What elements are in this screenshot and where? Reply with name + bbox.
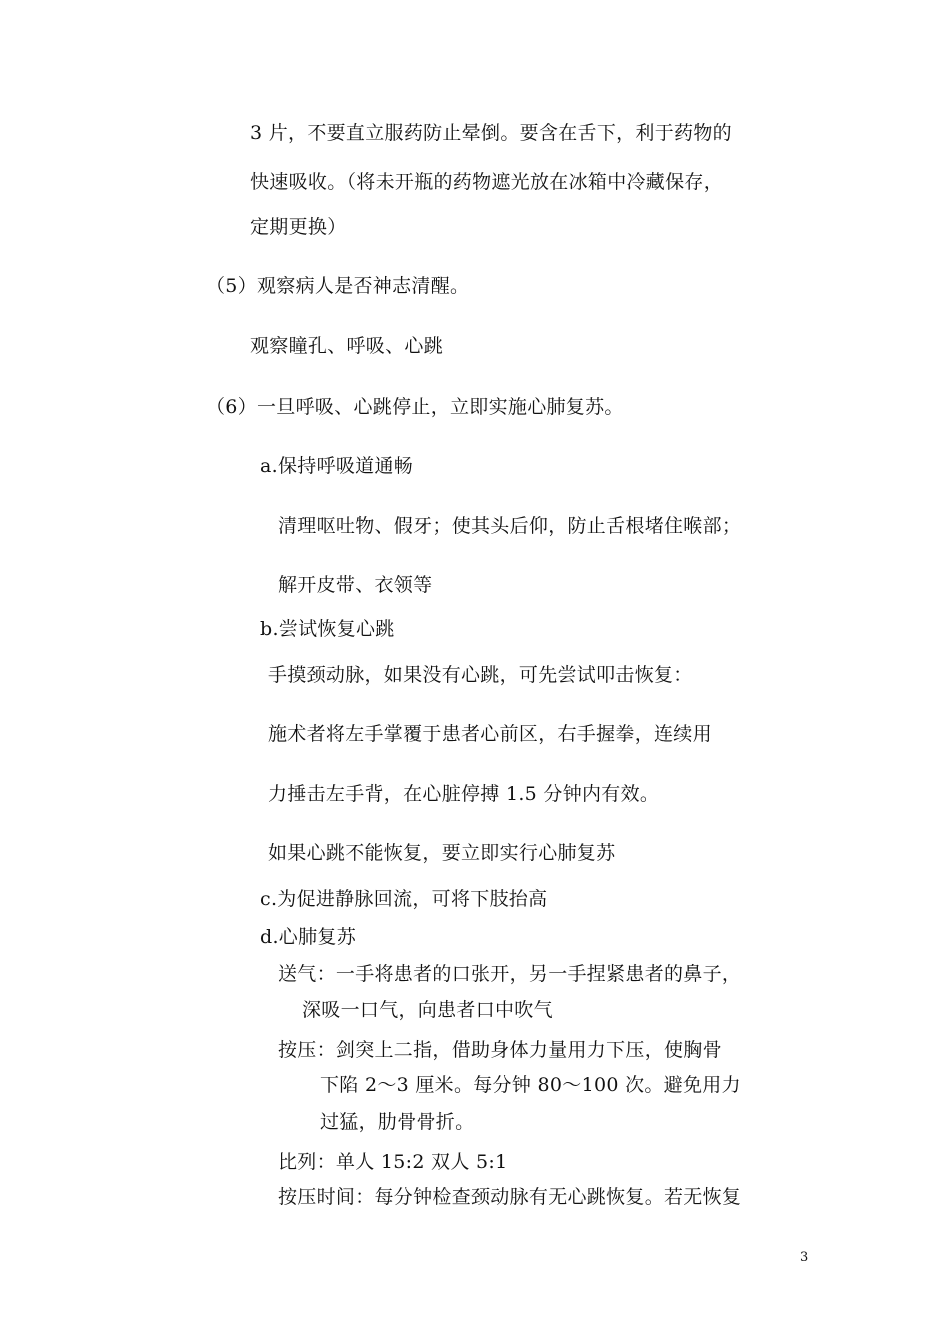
text-line: 定期更换） [250, 216, 347, 238]
text-line: a.保持呼吸道通畅 [260, 455, 414, 477]
page-number: 3 [800, 1250, 809, 1265]
text-line: 如果心跳不能恢复，要立即实行心肺复苏 [268, 842, 616, 864]
text-line: 比列：单人 15:2 双人 5:1 [278, 1151, 508, 1173]
text-line: 过猛，肋骨骨折。 [320, 1111, 475, 1133]
text-line: 按压：剑突上二指，借助身体力量用力下压，使胸骨 [278, 1039, 722, 1061]
text-line: 力捶击左手背，在心脏停搏 1.5 分钟内有效。 [268, 783, 660, 805]
text-line: 深吸一口气，向患者口中吹气 [302, 999, 553, 1021]
text-line: c.为促进静脉回流，可将下肢抬高 [260, 888, 548, 910]
text-line: b.尝试恢复心跳 [260, 618, 395, 640]
text-line: 清理呕吐物、假牙；使其头后仰，防止舌根堵住喉部； [278, 515, 742, 537]
text-line: d.心肺复苏 [260, 926, 357, 948]
text-line: 观察瞳孔、呼吸、心跳 [250, 335, 444, 357]
text-line: 手摸颈动脉，如果没有心跳，可先尝试叩击恢复： [268, 664, 693, 686]
text-line: 送气：一手将患者的口张开，另一手捏紧患者的鼻子， [278, 963, 742, 985]
text-line: 快速吸收。（将未开瓶的药物遮光放在冰箱中冷藏保存， [250, 171, 724, 193]
text-line: 下陷 2～3 厘米。每分钟 80～100 次。避免用力 [320, 1074, 741, 1096]
text-line: （6）一旦呼吸、心跳停止，立即实施心肺复苏。 [206, 396, 624, 418]
text-line: 施术者将左手掌覆于患者心前区，右手握拳，连续用 [268, 723, 712, 745]
text-line: 3 片，不要直立服药防止晕倒。要含在舌下，利于药物的 [250, 122, 732, 144]
text-line: 解开皮带、衣领等 [278, 574, 433, 596]
text-line: （5）观察病人是否神志清醒。 [206, 275, 470, 297]
text-line: 按压时间：每分钟检查颈动脉有无心跳恢复。若无恢复 [278, 1186, 742, 1208]
